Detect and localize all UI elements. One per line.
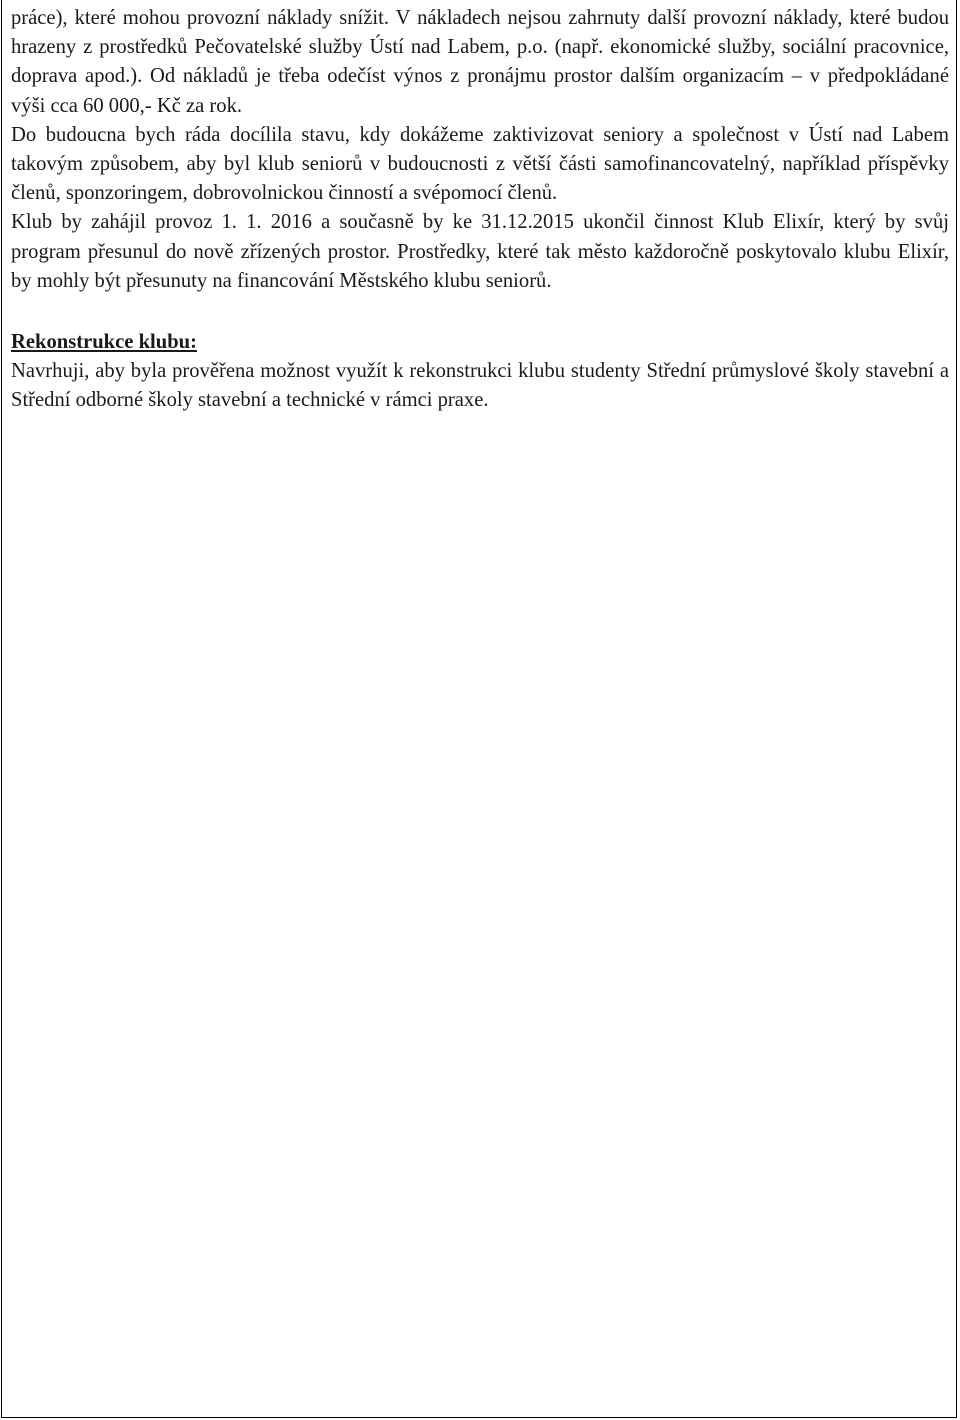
paragraph-future: Do budoucna bych ráda docílila stavu, kdy dokážeme zaktivizovat seniory a společnost v Ústí nad Labem takovým způsobem, aby byl klub seniorů v budoucnosti z větší části samofinancovatelný, například příspěvky členů, sponzoringem, dobrovolnickou činností a svépomocí členů.: [11, 123, 949, 205]
section-heading: Rekonstrukce klubu:: [11, 331, 197, 354]
paragraph-costs: práce), které mohou provozní náklady snížit. V nákladech nejsou zahrnuty další provozní náklady, které budou hrazeny z prostředků Pečovatelské služby Ústí nad Labem, p.o. (např. ekonomické služby, sociální pracovnice, doprava apod.). Od nákladů je třeba odečíst výnos z pronájmu prostor dalším organizacím – v předpokládané výši cca 60 000,- Kč za rok.: [11, 7, 949, 117]
paragraph-start: Klub by zahájil provoz 1. 1. 2016 a současně by ke 31.12.2015 ukončil činnost Klub Elixír, který by svůj program přesunul do nově zřízených prostor. Prostředky, které tak město každoročně poskytovalo klubu Elixír, by mohly být přesunuty na financování Městského klubu seniorů.: [11, 211, 949, 292]
document-body: [11, 0, 949, 416]
paragraph-reconstruction: Navrhuji, aby byla prověřena možnost využít k rekonstrukci klubu studenty Střední průmyslové školy stavební a Střední odborné školy stavební a technické v rámci praxe.: [11, 360, 949, 412]
spacer: [11, 296, 949, 328]
